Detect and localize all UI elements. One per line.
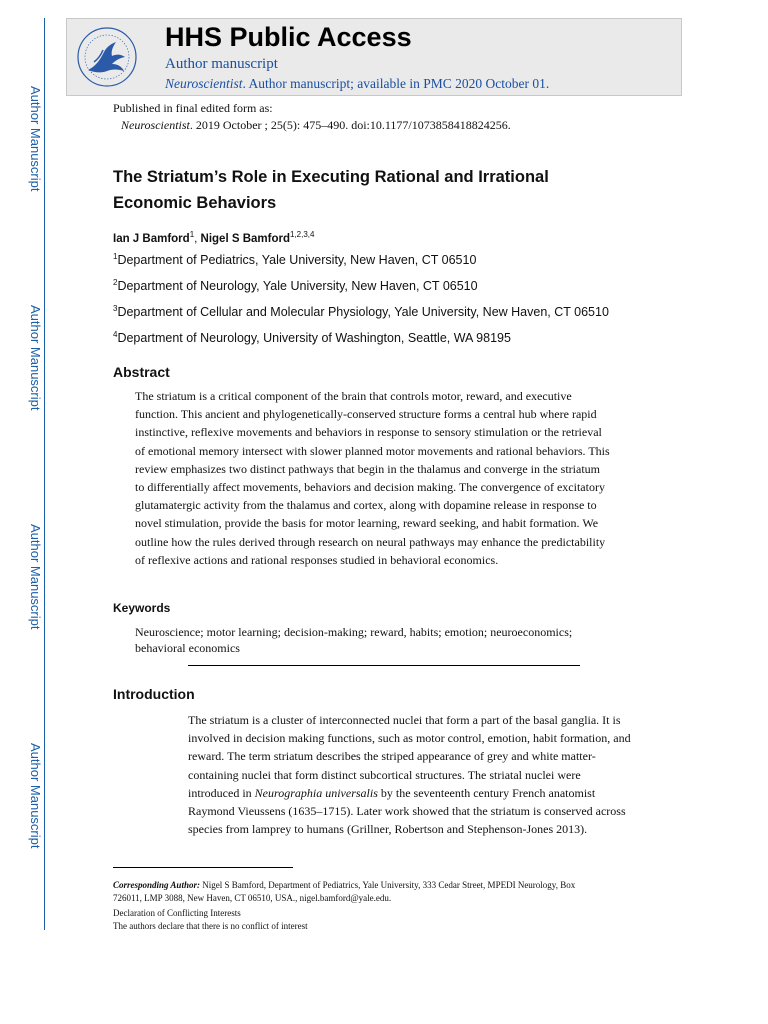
introduction-line	[188, 784, 656, 802]
affiliation	[113, 252, 476, 267]
keywords-heading: Keywords	[113, 601, 171, 615]
conflict-note	[113, 907, 653, 932]
author-affil-sup: 1,2,3,4	[290, 230, 315, 239]
introduction-line: reward. The term striatum describes the striped appearance of grey and white matter-	[188, 749, 596, 764]
conflict-heading: Declaration of Conflicting Interests	[113, 908, 241, 918]
abstract-line: review emphasizes two distinct pathways that begin in the thalamus and converge in the striatum	[135, 461, 600, 476]
introduction-line: The striatum is a cluster of interconnected nuclei that form a part of the basal ganglia. It is	[188, 713, 621, 727]
affiliation	[113, 278, 478, 293]
header-citation	[165, 76, 549, 92]
header-subtitle: Author manuscript	[165, 56, 278, 72]
abstract-heading: Abstract	[113, 364, 170, 380]
sidebar-label: Author Manuscript	[28, 305, 43, 411]
corresponding-author-note	[113, 879, 653, 904]
published-journal: Neuroscientist	[121, 118, 190, 132]
footnote-line: 726011, LMP 3088, New Haven, CT 06510, USA., nigel.bamford@yale.edu.	[113, 892, 392, 903]
published-label: Published in final edited form as:	[113, 101, 273, 115]
introduction-text: introduced in	[188, 785, 255, 800]
introduction-line: involved in decision making functions, such as motor control, emotion, habit formation, and	[188, 731, 631, 746]
affiliation-text: Department of Pediatrics, Yale University, New Haven, CT 06510	[117, 253, 477, 268]
affiliation-text: Department of Cellular and Molecular Physiology, Yale University, New Haven, CT 06510	[117, 305, 609, 320]
abstract-line: outline how the rules derived through research on neural pathways may enhance the predictability	[135, 534, 606, 549]
sidebar-rule	[44, 18, 45, 930]
abstract-line: The striatum is a critical component of the brain that controls motor, reward, and executive	[135, 389, 572, 403]
header-journal: Neuroscientist	[165, 76, 243, 91]
corresponding-author-label: Corresponding Author:	[113, 880, 200, 890]
affiliation-text: Department of Neurology, Yale University, New Haven, CT 06510	[117, 279, 478, 294]
article-title	[113, 164, 633, 216]
affiliation	[113, 330, 511, 345]
abstract-line: novel stimulation, provide the basis for motor learning, reward seeking, and habit formation. We	[135, 516, 599, 531]
introduction-heading: Introduction	[113, 686, 195, 702]
published-citation-rest: . 2019 October ; 25(5): 475–490. doi:10.1177/1073858418824256.	[189, 118, 511, 132]
introduction-body	[188, 711, 656, 838]
published-citation	[121, 118, 511, 133]
article-title-line: The Striatum’s Role in Executing Rational and Irrational	[113, 168, 549, 186]
author-name: Nigel S Bamford	[200, 232, 290, 245]
sidebar-label: Author Manuscript	[28, 86, 43, 192]
header-title: HHS Public Access	[165, 22, 412, 52]
affiliation-sup: 1	[113, 252, 118, 261]
sidebar-label: Author Manuscript	[28, 743, 43, 849]
conflict-text: The authors declare that there is no conflict of interest	[113, 920, 308, 931]
affiliation-sup: 3	[113, 304, 118, 313]
keywords-line: Neuroscience; motor learning; decision-making; reward, habits; emotion; neuroeconomics;	[135, 625, 573, 639]
corresponding-author-text: Nigel S Bamford, Department of Pediatrics, Yale University, 333 Cedar Street, MPEDI Neurology, Box	[199, 880, 576, 890]
abstract-line: function. This ancient and phylogenetically-conserved structure forms a central hub where rapid	[135, 407, 597, 422]
abstract-line: of emotional memory intersect with slower planned motor movements and rational behaviors. This	[135, 443, 610, 458]
introduction-line: Raymond Vieussens (1635–1715). Later work showed that the striatum is conserved across	[188, 804, 626, 819]
article-title-line: Economic Behaviors	[113, 194, 277, 212]
author-list	[113, 230, 314, 245]
affiliation	[113, 304, 609, 319]
author-separator: ,	[194, 232, 201, 245]
author-affil-sup: 1	[189, 230, 195, 239]
abstract-line: of reflexive actions and rational responses studied in behavioral economics.	[135, 552, 499, 567]
introduction-line: containing nuclei that form distinct subcortical structures. The striatal nuclei were	[188, 767, 581, 782]
section-divider	[188, 665, 580, 666]
abstract-line: instinctive, reflexive movements and behaviors in response to sensory stimulation or the retrieval	[135, 425, 602, 440]
footnote-divider	[113, 867, 293, 868]
abstract-line: to differentially affect movements, behaviors and decision making. The convergence of excitatory	[135, 480, 605, 495]
introduction-italic-title: Neurographia universalis	[254, 785, 378, 800]
affiliation-text: Department of Neurology, University of Washington, Seattle, WA 98195	[117, 331, 511, 346]
author-name: Ian J Bamford	[113, 232, 190, 245]
hhs-eagle-logo-icon	[74, 22, 140, 92]
abstract-body	[135, 387, 635, 569]
keywords-line: behavioral economics	[135, 641, 240, 655]
footnote-line	[113, 879, 653, 892]
keywords-body	[135, 624, 615, 656]
introduction-line: species from lamprey to humans (Grillner, Robertson and Stephenson-Jones 2013).	[188, 822, 588, 837]
affiliation-sup: 2	[113, 278, 118, 287]
affiliation-sup: 4	[113, 330, 118, 339]
header-citation-rest: . Author manuscript; available in PMC 2020 October 01.	[242, 76, 550, 91]
introduction-text: by the seventeenth century French anatomist	[377, 785, 596, 800]
sidebar-label: Author Manuscript	[28, 524, 43, 630]
abstract-line: glutamatergic activity from the thalamus and cortex, along with dopamine release in response to	[135, 498, 597, 513]
